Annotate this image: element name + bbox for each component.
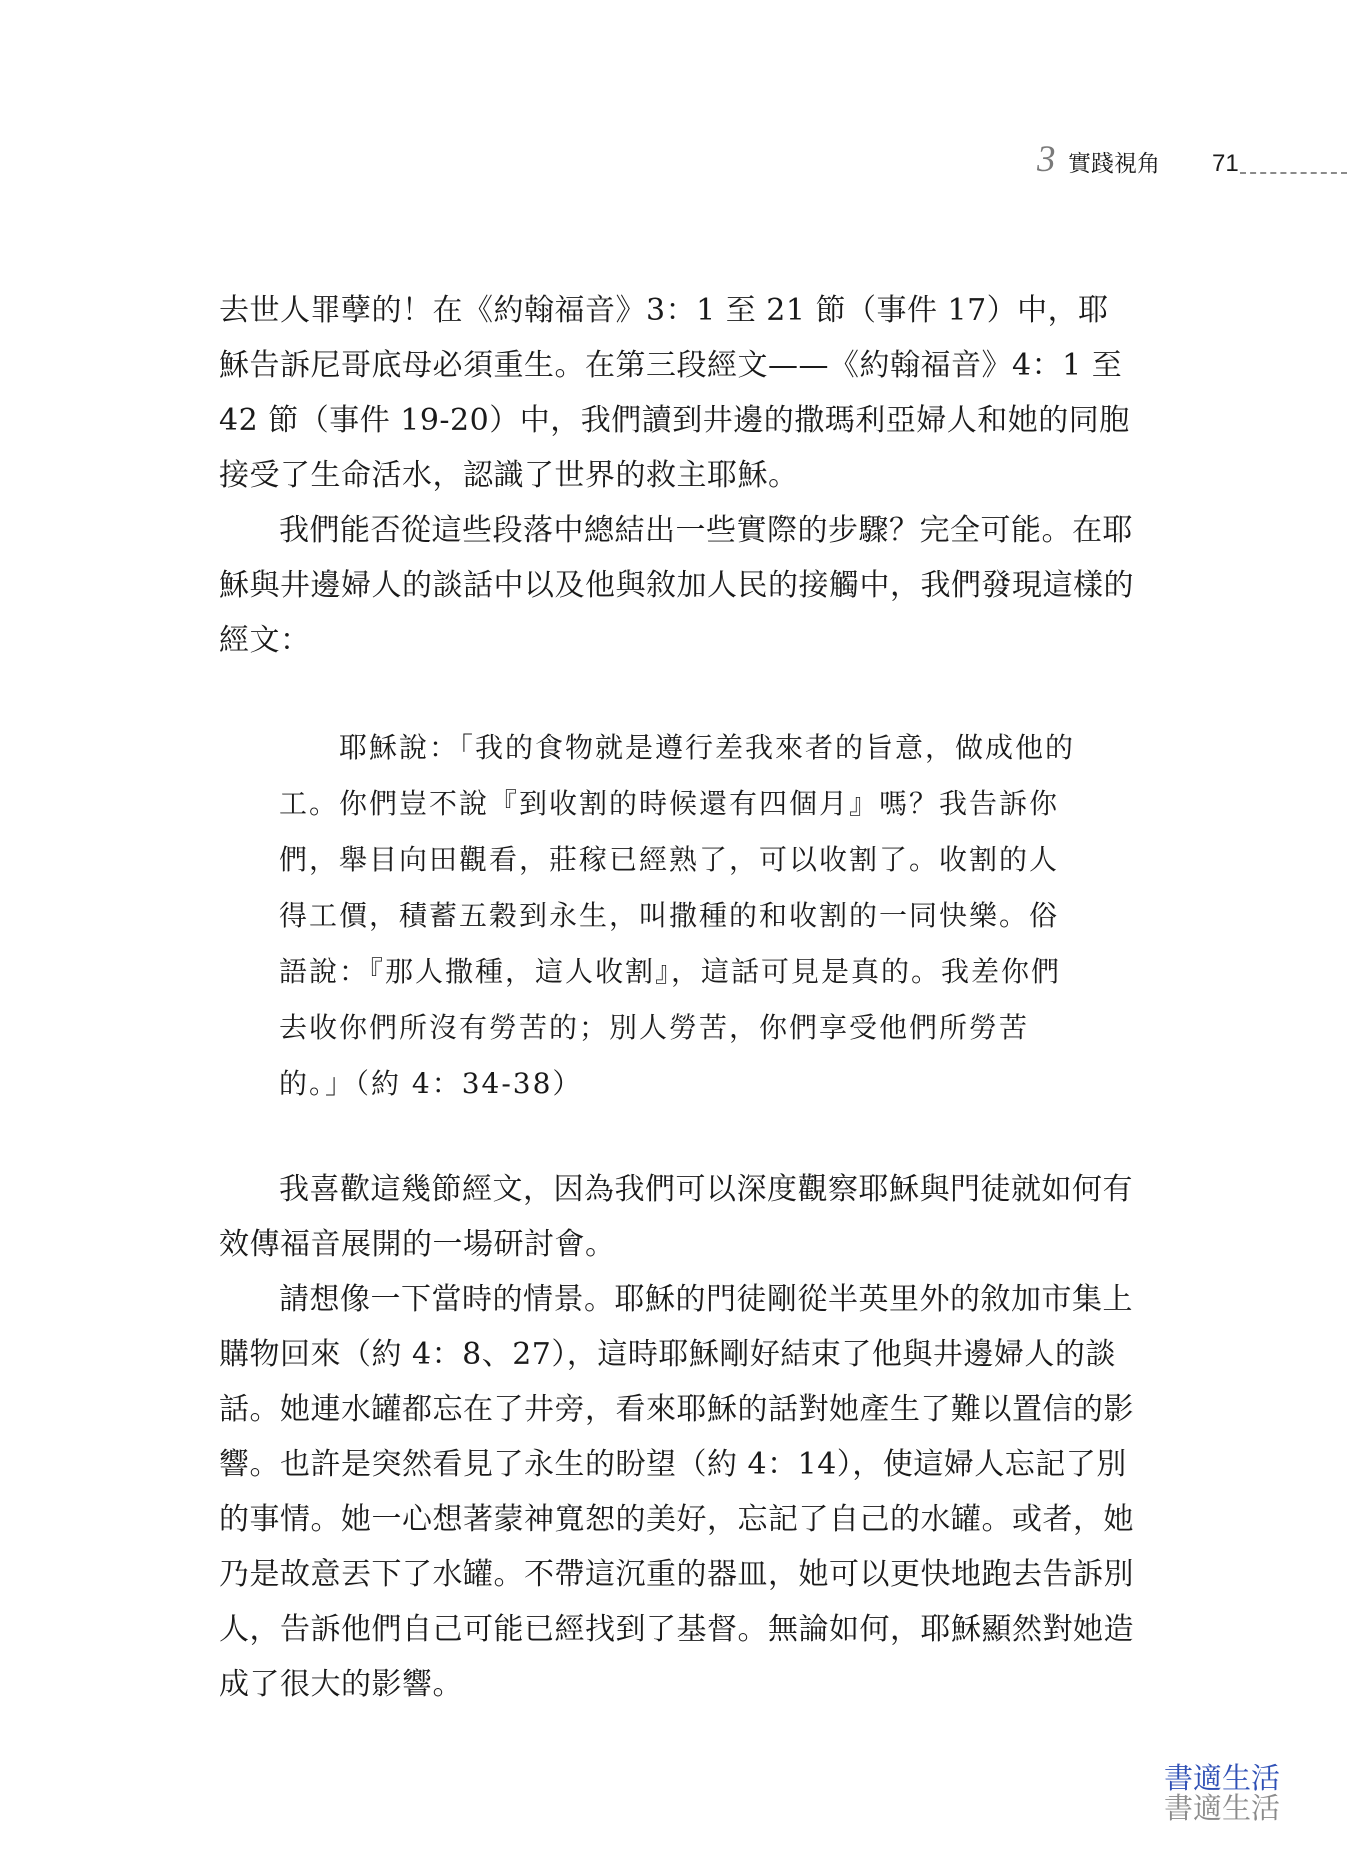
watermark-line-1: 書適生活 <box>1164 1761 1281 1795</box>
watermark-line-2: 書適生活 <box>1164 1791 1281 1825</box>
block-quote <box>279 720 1079 1112</box>
paragraph-3: 我喜歡這幾節經文，因為我們可以深度觀察耶穌與門徒就如何有效傳福音展開的一場研討會。 <box>219 1172 1133 1262</box>
header-rule <box>1240 172 1347 174</box>
paragraph-4: 請想像一下當時的情景。耶穌的門徒剛從半英里外的敘加市集上購物回來（約 4：8、27），這時耶穌剛好結束了他與井邊婦人的談話。她連水罐都忘在了井旁，看來耶穌的話對她產生了難以置信的影響。也許是突然看見了永生的盼望（約 4：14），使這婦人忘記了別的事情。她一心想著蒙神寬恕的美好，忘記了自己的水罐。或者，她乃是故意丟下了水罐。不帶這沉重的器皿，她可以更快地跑去告訴別人，告訴他們自己可能已經找到了基督。無論如何，耶穌顯然對她造成了很大的影響。 <box>219 1282 1134 1702</box>
chapter-title: 實踐視角 <box>1068 151 1160 177</box>
text-block-bottom <box>219 1162 1134 1712</box>
page-number: 71 <box>1212 150 1239 177</box>
watermark <box>1164 1763 1314 1823</box>
paragraph-1: 去世人罪孽的！在《約翰福音》3：1 至 21 節（事件 17）中，耶穌告訴尼哥底母必須重生。在第三段經文——《約翰福音》4：1 至 42 節（事件 19-20）中，我們讀到井邊的撒瑪利亞婦人和她的同胞接受了生命活水，認識了世界的救主耶穌。 <box>219 293 1130 493</box>
quote-text: 耶穌說：「我的食物就是遵行差我來者的旨意，做成他的工。你們豈不說『到收割的時候還有四個月』嗎？我告訴你們，舉目向田觀看，莊稼已經熟了，可以收割了。收割的人得工價，積蓄五穀到永生，叫撒種的和收割的一同快樂。俗語說：『那人撒種，這人收割』，這話可見是真的。我差你們去收你們所沒有勞苦的；別人勞苦，你們享受他們所勞苦的。」（約 4：34-38） <box>279 731 1076 1100</box>
running-header <box>1030 138 1347 188</box>
paragraph-2: 我們能否從這些段落中總結出一些實際的步驟？完全可能。在耶穌與井邊婦人的談話中以及他與敘加人民的接觸中，我們發現這樣的經文： <box>219 513 1134 658</box>
chapter-number: 3 <box>1037 139 1056 180</box>
text-block-top <box>219 283 1134 668</box>
